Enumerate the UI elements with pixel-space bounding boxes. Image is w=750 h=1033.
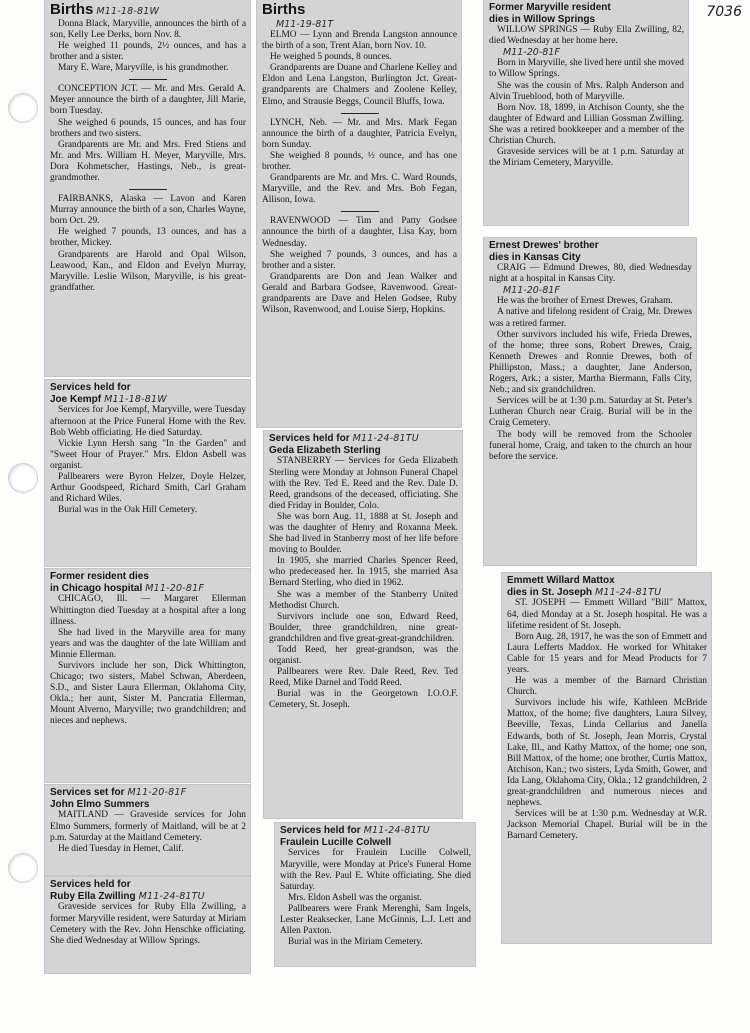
article-paragraph: Born Nov. 18, 1899, in Atchison County, she the daughter of Edward and Lillian Gossman Zwilling. She was a retired bookkeeper and a member of the Christian Church. bbox=[489, 102, 684, 147]
article-paragraph: He was the brother of Ernest Drewes, Graham. bbox=[497, 296, 673, 307]
clipping-headline: in Chicago hospital M11-20-81F bbox=[50, 582, 205, 594]
handwritten-date-note: M11-20-81F bbox=[127, 787, 187, 798]
article-paragraph: Todd Reed, her great-grandson, was the organist. bbox=[269, 645, 458, 667]
article-paragraph: Services for Fraulein Lucille Colwell, Maryville, were Monday at Price's Funeral Home with the Rev. Paul E. White officiating. She died Saturday. bbox=[280, 848, 471, 892]
mattox-obituary-clipping bbox=[502, 573, 711, 943]
article-paragraph: She was born Aug. 11, 1888 at St. Joseph and was the daughter of Henry and Roxanna Meek. She had lived in Stanberry most of her life before moving to Boulder. bbox=[269, 511, 458, 556]
divider bbox=[341, 113, 379, 114]
handwritten-date-note: M11-20-81F bbox=[503, 285, 560, 297]
colwell-services-clipping bbox=[275, 823, 475, 966]
article-paragraph: He was a member of the Barnard Christian Church. bbox=[507, 676, 707, 698]
article-paragraph: CRAIG — Edmund Drewes, 80, died Wednesday night at a hospital in Kansas City. bbox=[489, 263, 692, 285]
article-paragraph: Services for Joe Kempf, Maryville, were Tuesday afternoon at the Price Funeral Home with the Rev. Bob Webb officiating. He died Saturday. bbox=[50, 405, 246, 438]
article-paragraph: He died Tuesday in Hemet, Calif. bbox=[58, 843, 184, 854]
birth-notice-paragraph: RAVENWOOD — Tim and Patty Godsee announce the birth of a daughter, Lisa Kay, born Wednesday. bbox=[262, 216, 457, 249]
birth-notice-paragraph: CONCEPTION JCT. — Mr. and Mrs. Gerald A. Meyer announce the birth of a daughter, Jill Marie, born Tuesday. bbox=[50, 84, 246, 117]
birth-notice-paragraph: He weighed 5 pounds, 8 ounces. bbox=[270, 52, 392, 63]
handwritten-date-note: M11-24-81TU bbox=[363, 825, 430, 836]
article-paragraph: Burial was in the Georgetown I.O.O.F. Cemetery, St. Joseph. bbox=[269, 689, 458, 711]
handwritten-date-note: M11-24-81TU bbox=[138, 890, 205, 902]
clipping-headline: Services held for bbox=[50, 382, 131, 393]
birth-notice-paragraph: Mary E. Ware, Maryville, is his grandmother. bbox=[58, 63, 229, 74]
article-paragraph: Burial was in the Miriam Cemetery. bbox=[288, 937, 423, 948]
birth-notice-paragraph: Donna Black, Maryville, announces the birth of a son, Kelly Lee Derks, born Nov. 8. bbox=[50, 18, 246, 40]
births-clipping-2 bbox=[257, 0, 461, 427]
birth-notice-paragraph: Grandparents are Mr. and Mrs. Fred Stiens and Mr. and Mrs. William H. Meyer, Maryville, Mrs. Dora Kohmetscher, Hastings, Neb., is great-grandmother. bbox=[50, 139, 246, 183]
clipping-headline: Services held for M11-24-81TU bbox=[280, 825, 430, 836]
clipping-headline: Fraulein Lucille Colwell bbox=[280, 836, 392, 848]
article-paragraph: A native and lifelong resident of Craig, Mr. Drewes was a retired farmer. bbox=[489, 307, 692, 329]
article-paragraph: The body will be removed from the Schooler funeral home, Craig, and taken to the church an hour before the service. bbox=[489, 429, 692, 462]
article-paragraph: ST. JOSEPH — Emmett Willard "Bill" Mattox, 64, died Monday at a St. Joseph hospital. He was a lifetime resident of St. Joseph. bbox=[507, 598, 707, 631]
article-paragraph: She was the cousin of Mrs. Ralph Anderson and Alvin Trueblood, both of Maryville. bbox=[489, 80, 684, 102]
handwritten-date-note: M11-20-81F bbox=[145, 582, 205, 594]
clipping-headline: Joe Kempf M11-18-81W bbox=[50, 393, 167, 405]
article-paragraph: Graveside services for Ruby Ella Zwilling, a former Maryville resident, were Saturday at Miriam Cemetery with the Rev. John Henschke officiating. She died Wednesday at Willow Springs. bbox=[50, 902, 246, 946]
article-paragraph: Services will be at 1:30 p.m. Saturday at St. Peter's Lutheran Church near Craig. Burial will be in the Craig Cemetery. bbox=[489, 396, 692, 429]
birth-notice-paragraph: She weighed 6 pounds, 15 ounces, and has four brothers and two sisters. bbox=[50, 117, 246, 139]
punch-hole bbox=[8, 463, 38, 493]
birth-notice-paragraph: Grandparents are Harold and Opal Wilson, Leawood, Kan., and Eldon and Evelyn Murray, Maryville. Leslie Wilson, Maryville, is his great-grandfather. bbox=[50, 249, 246, 293]
drewes-obituary-clipping bbox=[484, 238, 696, 565]
birth-notice-paragraph: She weighed 7 pounds, 3 ounces, and has a brother and a sister. bbox=[262, 249, 457, 271]
clipping-headline: Ernest Drewes' brother bbox=[489, 240, 599, 251]
clipping-headline: Ruby Ella Zwilling M11-24-81TU bbox=[50, 890, 205, 902]
zwilling-services-clipping bbox=[45, 877, 250, 973]
handwritten-date-note: M11-19-81T bbox=[276, 18, 334, 30]
punch-hole bbox=[8, 93, 38, 123]
birth-notice-paragraph: Grandparents are Don and Jean Walker and Gerald and Barbara Godsee, Ravenwood. Great-grandparents are Dave and Helen Godsee, Ruby Wilson, Ravenwood, and Louise Sierp, Hopkins. bbox=[262, 271, 457, 316]
divider bbox=[129, 189, 167, 190]
article-paragraph: STANBERRY — Services for Geda Elizabeth Sterling were Monday at Johnson Funeral Chapel with the Rev. Ted E. Reed and the Rev. Dale D. Reed, grandsons of the deceased, officiating. She died Friday in Boulder, Colo. bbox=[269, 456, 458, 511]
clipping-headline: Former Maryville resident bbox=[489, 2, 611, 13]
page-number-note: 7036 bbox=[706, 4, 742, 20]
divider bbox=[341, 211, 379, 212]
handwritten-date-note: M11-24-81TU bbox=[352, 433, 419, 444]
clipping-headline: Former resident dies bbox=[50, 571, 149, 582]
article-paragraph: Survivors include his wife, Kathleen McBride Mattox, of the home; five daughters, Laura Silvey, Beeville, Texas, Linda Cellarius and Janella Edwards, both of St. Joseph, Jean Morris, Crystal Lake, Ill., and Kathy Mattox, of the home; one son, Bill Mattox, of the home; one brother, Curtis Mattox, Atchison, Kan.; two sisters, Lyda Smith, Gower, and Ida Lang, Oklahoma City, Okla.; 12 grandchildren, 2 great-grandchildren and numerous nieces and nephews. bbox=[507, 698, 707, 809]
article-paragraph: Pallbearers were Rev. Dale Reed, Rev. Ted Reed, Mike Darnel and Todd Reed. bbox=[269, 667, 458, 689]
birth-notice-paragraph: ELMO — Lynn and Brenda Langston announce the birth of a son, Trent Alan, born Nov. 10. bbox=[262, 29, 457, 52]
article-paragraph: She had lived in the Maryville area for many years and was the daughter of the late William and Minnie Ellerman. bbox=[50, 627, 246, 660]
clipping-headline: dies in Willow Springs bbox=[489, 13, 596, 25]
article-paragraph: Burial was in the Oak Hill Cemetery. bbox=[58, 505, 198, 516]
birth-notice-paragraph: He weighed 11 pounds, 2½ ounces, and has a brother and a sister. bbox=[50, 40, 246, 63]
clipping-headline: dies in St. Joseph M11-24-81TU bbox=[507, 586, 662, 598]
article-paragraph: Graveside services will be at 1 p.m. Saturday at the Miriam Cemetery, Maryville. bbox=[489, 147, 684, 169]
handwritten-date-note: M11-18-81W bbox=[96, 6, 160, 17]
article-paragraph: Pallbearers were Byron Helzer, Doyle Helzer, Arthur Goodspeed, Richard Smith, Carl Graham and Richard Wiles. bbox=[50, 471, 246, 505]
clipping-headline: Emmett Willard Mattox bbox=[507, 575, 615, 586]
births-heading: Births bbox=[262, 1, 306, 18]
clipping-headline: John Elmo Summers bbox=[50, 798, 150, 810]
summers-services-clipping bbox=[45, 785, 250, 875]
article-paragraph: Survivors include her son, Dick Whittington, Chicago; two sisters, Mabel Schwan, Aberdeen, S.D., and Sister Laura Ellerman, Oklahoma City, Okla.; her aunt, Sister M. Pancratia Ellerman, Mount Alverno, Maryville; two grandchildren; and nieces and nephews. bbox=[50, 660, 246, 727]
article-paragraph: Survivors include one son, Edward Reed, Boulder, three grandchildren, nine great-grandchildren and five great-great-grandchildren. bbox=[269, 611, 458, 644]
article-paragraph: MAITLAND — Graveside services for John Elmo Summers, formerly of Maitland, will be at 2 p.m. Saturday at the Maitland Cemetery. bbox=[50, 810, 246, 843]
handwritten-date-note: M11-18-81W bbox=[104, 393, 167, 405]
clipping-headline: Services set for M11-20-81F bbox=[50, 787, 187, 798]
birth-notice-paragraph: He weighed 7 pounds, 13 ounces, and has a brother, Mickey. bbox=[50, 227, 246, 249]
divider bbox=[129, 79, 167, 80]
article-paragraph: Services will be at 1:30 p.m. Wednesday at W.R. Jackson Memorial Chapel. Burial will be in the Barnard Cemetery. bbox=[507, 809, 707, 842]
clipping-headline: Services held for bbox=[50, 879, 131, 890]
article-paragraph: Pallbearers were Frank Merenghi, Sam Ingels, Lester Reaksecker, Lane McGinnis, L.J. Lett and Allen Paxton. bbox=[280, 903, 471, 937]
punch-hole bbox=[8, 853, 38, 883]
ellerman-obituary-clipping bbox=[45, 569, 250, 782]
birth-notice-paragraph: LYNCH, Neb. — Mr. and Mrs. Mark Fegan announce the birth of a daughter, Patricia Evelyn, born Sunday. bbox=[262, 117, 457, 150]
birth-notice-paragraph: Grandparents are Mr. and Mrs. C. Ward Rounds, Maryville, and the Rev. and Mrs. Bob Fegan, Allison, Iowa. bbox=[262, 173, 457, 206]
clipping-headline: dies in Kansas City bbox=[489, 251, 581, 263]
article-paragraph: WILLOW SPRINGS — Ruby Ella Zwilling, 82, died Wednesday at her home here. bbox=[489, 25, 684, 47]
birth-notice-paragraph: FAIRBANKS, Alaska — Lavon and Karen Murray announce the birth of a son, Charles Wayne, born Oct. 29. bbox=[50, 194, 246, 227]
kempf-services-clipping bbox=[45, 380, 250, 566]
sterling-services-clipping bbox=[264, 431, 462, 818]
article-paragraph: Born in Maryville, she lived here until she moved to Willow Springs. bbox=[489, 58, 684, 80]
births-heading: Births M11-18-81W bbox=[50, 1, 160, 18]
births-clipping-1 bbox=[45, 0, 250, 376]
article-paragraph: CHICAGO, Ill. — Margaret Ellerman Whittington died Tuesday at a hospital after a long illness. bbox=[50, 594, 246, 627]
article-paragraph: In 1905, she married Charles Spencer Reed, who predeceased her. In 1915, she married Asa Bernard Sterling, who died in 1962. bbox=[269, 556, 458, 589]
birth-notice-paragraph: Grandparents are Duane and Charlene Kelley and Eldon and Lena Langston, Burlington Jct. Great-grandparents are Chalmers and Zoolene Kelley, Elmo, and Strausie Beggs, Council Bluffs, Iowa. bbox=[262, 63, 457, 107]
article-paragraph: She was a member of the Stanberry United Methodist Church. bbox=[269, 589, 458, 611]
article-paragraph: Born Aug. 28, 1917, he was the son of Emmett and Laura Lefferts Maddox. He worked for Whitaker Cable for 15 years and for Mead Products for 7 years. bbox=[507, 631, 707, 675]
clipping-headline: Geda Elizabeth Sterling bbox=[269, 444, 381, 456]
clipping-headline: Services held for M11-24-81TU bbox=[269, 433, 419, 444]
willow-springs-obituary-clipping bbox=[484, 0, 688, 225]
article-paragraph: Vickie Lynn Hersh sang "In the Garden" and "Sweet Hour of Prayer." Mrs. Eldon Asbell was organist. bbox=[50, 438, 246, 471]
handwritten-date-note: M11-20-81F bbox=[503, 47, 560, 59]
handwritten-date-note: M11-24-81TU bbox=[595, 586, 662, 598]
article-paragraph: Mrs. Eldon Asbell was the organist. bbox=[288, 892, 422, 903]
birth-notice-paragraph: She weighed 8 pounds, ½ ounce, and has one brother. bbox=[262, 150, 457, 172]
article-paragraph: Other survivors included his wife, Frieda Drewes, of the home; three sons, Robert Drewes, Craig, Kenneth Drewes and Ronnie Drewes, both of Phillipston, Mass.; a daughter, Jane Anderson, Rogers, Ark.; a sister, Martha Biermann, Falls City, Neb.; and six grandchildren. bbox=[489, 329, 692, 396]
